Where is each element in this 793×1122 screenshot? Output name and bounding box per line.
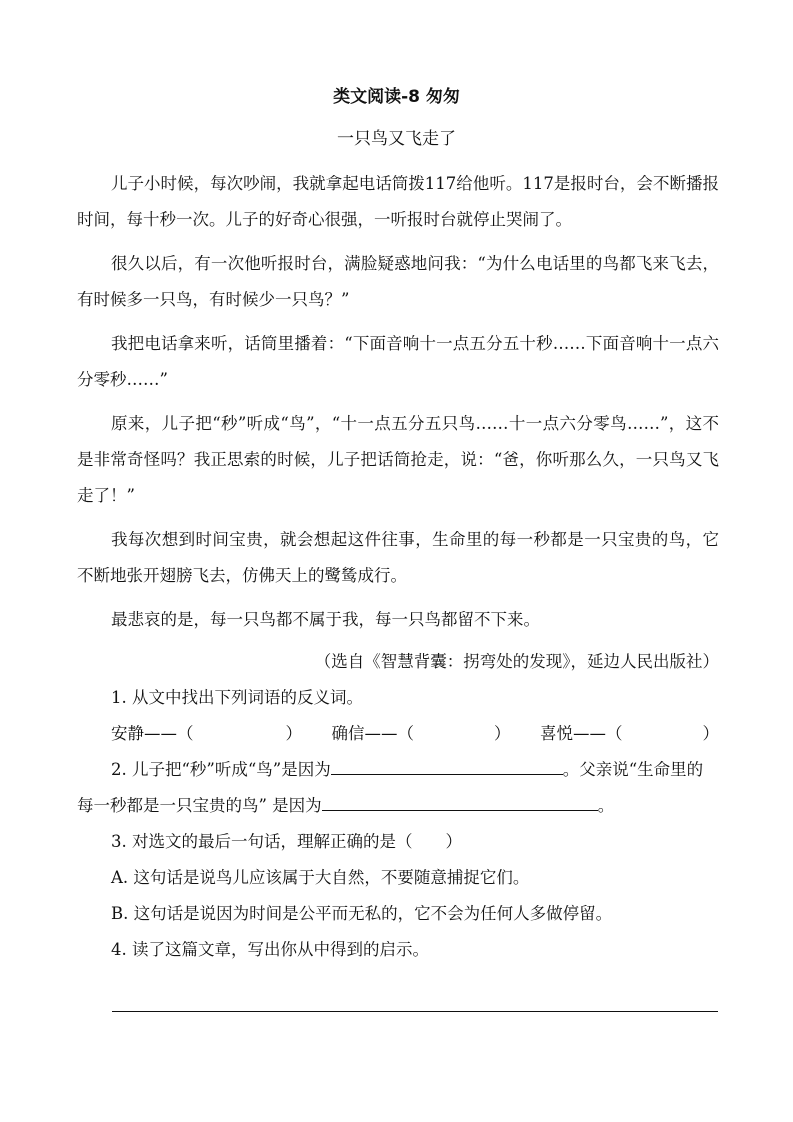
paragraph: 很久以后，有一次他听报时台，满脸疑惑地问我：“为什么电话里的鸟都飞来飞去，有时候多一只鸟，有时候少一只鸟？” xyxy=(77,254,719,309)
question-3-prompt: 3. 对选文的最后一句话，理解正确的是（ ） xyxy=(111,832,462,851)
page-title: 类文阅读-8 匆匆 xyxy=(333,87,460,107)
passage-body xyxy=(77,166,719,968)
source-citation: （选自《智慧背囊：拐弯处的发现》，延边人民出版社） xyxy=(314,652,719,671)
paragraph: 最悲哀的是，每一只鸟都不属于我，每一只鸟都留不下来。 xyxy=(111,610,540,629)
question-1-antonym-row xyxy=(77,716,719,752)
question-1-prompt: 1. 从文中找出下列词语的反义词。 xyxy=(111,688,363,707)
paragraph: 我每次想到时间宝贵，就会想起这件往事，生命里的每一秒都是一只宝贵的鸟，它不断地张开翅膀飞去，仿佛天上的鹭鸶成行。 xyxy=(77,530,719,585)
antonym-item: 安静——（ ） xyxy=(111,724,302,743)
question-3-option-b[interactable]: B. 这句话是说因为时间是公平而无私的，它不会为任何人多做停留。 xyxy=(111,904,613,923)
question-2: 2. 儿子把“秒”听成“鸟”是因为 。父亲说“生命里的每一秒都是一只宝贵的鸟” 是因为 。 xyxy=(77,752,719,824)
question-3-option-a[interactable]: A. 这句话是说鸟儿应该属于大自然，不要随意捕捉它们。 xyxy=(111,868,530,887)
antonym-item: 喜悦——（ ） xyxy=(540,724,719,743)
paragraph: 原来，儿子把“秒”听成“鸟”，“十一点五分五只鸟……十一点六分零鸟……”，这不是非常奇怪吗？我正思索的时候，儿子把话筒抢走，说：“爸，你听那么久，一只鸟又飞走了！” xyxy=(77,414,719,505)
answer-blank[interactable] xyxy=(322,790,598,811)
question-4-prompt: 4. 读了这篇文章，写出你从中得到的启示。 xyxy=(111,940,429,959)
paragraph: 我把电话拿来听，话筒里播着：“下面音响十一点五分五十秒……下面音响十一点六分零秒……” xyxy=(77,334,719,389)
paragraph: 儿子小时候，每次吵闹，我就拿起电话筒拨117给他听。117是报时台，会不断播报时间，每十秒一次。儿子的好奇心很强，一听报时台就停止哭闹了。 xyxy=(77,174,719,229)
answer-blank[interactable] xyxy=(331,754,563,775)
passage-title: 一只鸟又飞走了 xyxy=(337,129,456,149)
antonym-item: 确信——（ ） xyxy=(331,724,511,743)
answer-line[interactable] xyxy=(112,1011,718,1012)
